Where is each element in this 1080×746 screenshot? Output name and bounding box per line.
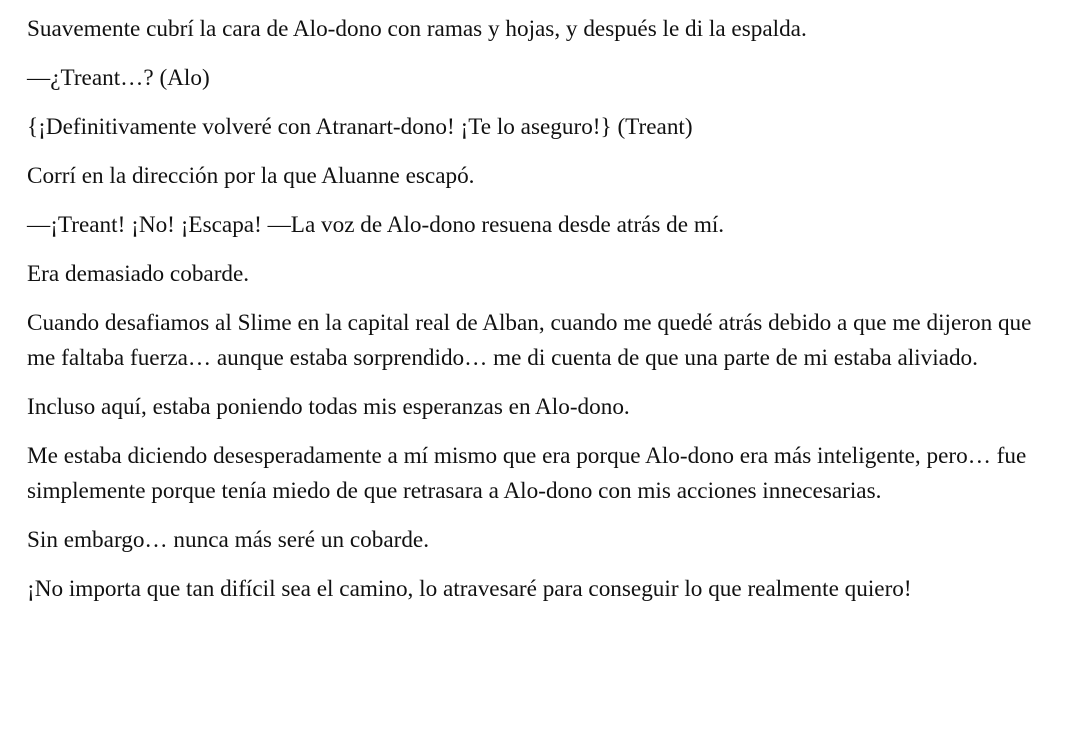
paragraph-9: Me estaba diciendo desesperadamente a mí mismo que era porque Alo-dono era más inteligente, pero… fue simplemente porque tenía miedo de que retrasara a Alo-dono con mis acciones innecesarias. [27,443,1027,504]
paragraph-3: {¡Definitivamente volveré con Atranart-dono! ¡Te lo aseguro!} (Treant) [27,114,693,140]
paragraph-6: Era demasiado cobarde. [27,261,250,287]
paragraph-8: Incluso aquí, estaba poniendo todas mis esperanzas en Alo-dono. [27,394,630,420]
paragraph-11: ¡No importa que tan difícil sea el camino, lo atravesaré para conseguir lo que realmente quiero! [27,576,912,602]
paragraph-7: Cuando desafiamos al Slime en la capital real de Alban, cuando me quedé atrás debido a que me dijeron que me faltaba fuerza… aunque estaba sorprendido… me di cuenta de que una parte de mi estaba aliviado. [27,310,1032,371]
paragraph-2: —¿Treant…? (Alo) [27,65,210,91]
paragraph-10: Sin embargo… nunca más seré un cobarde. [27,527,430,553]
paragraph-4: Corrí en la dirección por la que Aluanne escapó. [27,163,475,189]
paragraph-1: Suavemente cubrí la cara de Alo-dono con ramas y hojas, y después le di la espalda. [27,16,807,42]
paragraph-5: —¡Treant! ¡No! ¡Escapa! —La voz de Alo-dono resuena desde atrás de mí. [27,212,725,238]
